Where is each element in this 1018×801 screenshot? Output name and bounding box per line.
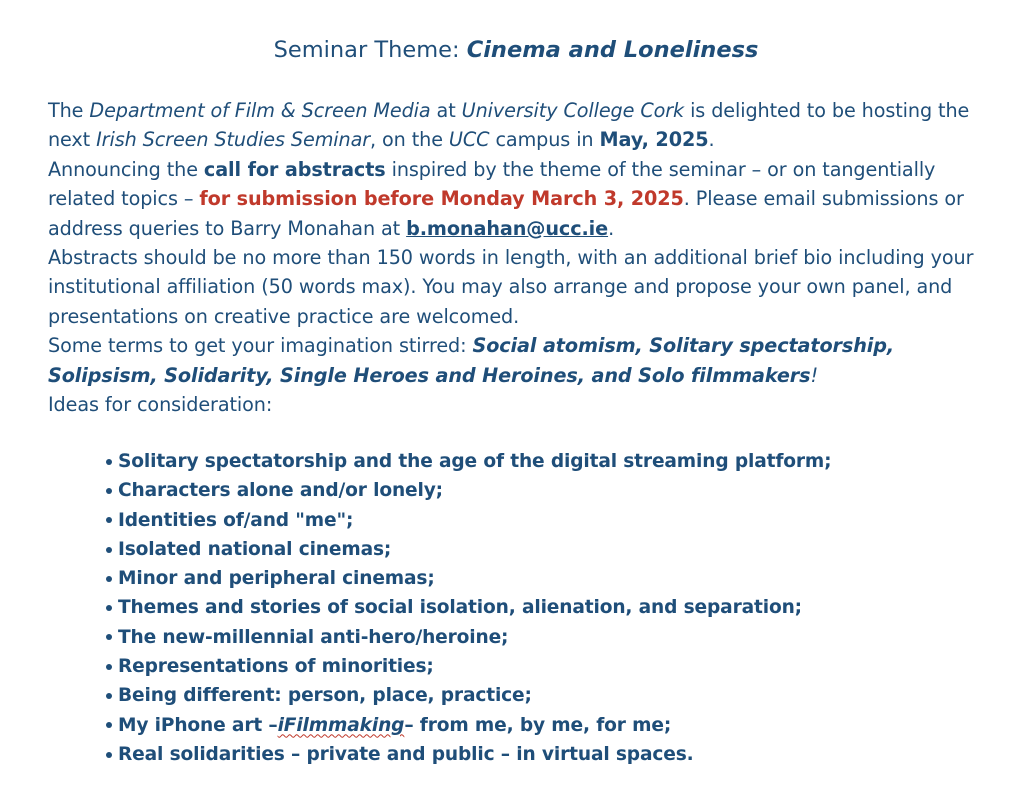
department-name: Department of Film & Screen Media <box>89 99 431 122</box>
list-item-text: Identities of/and "me"; <box>118 509 354 531</box>
list-item-text: Minor and peripheral cinemas; <box>118 568 435 590</box>
bullet-icon <box>106 459 112 465</box>
bullet-icon <box>106 488 112 494</box>
bullet-icon <box>106 634 112 640</box>
bullet-icon <box>106 576 112 582</box>
list-item <box>106 506 831 535</box>
bullet-icon <box>106 752 112 758</box>
list-item <box>106 535 831 564</box>
terms-paragraph <box>48 331 978 390</box>
page-title <box>0 34 1018 66</box>
text: at <box>430 99 462 122</box>
list-item-text: My iPhone art – <box>118 714 278 736</box>
text: . Please email submissions or address queries to Barry Monahan at <box>48 187 964 240</box>
text: Some terms to get your imagination stirred: <box>48 334 473 358</box>
deadline-text: for submission before Monday March 3, 2025 <box>199 187 684 211</box>
abstract-guidelines: Abstracts should be no more than 150 words in length, with an additional brief bio including your institutional affiliation (50 words max). You may also arrange and propose your own panel, and presentations on creative practice are welcomed. <box>48 246 974 328</box>
list-item <box>106 564 831 593</box>
email-link[interactable]: b.monahan@ucc.ie <box>406 216 609 240</box>
call-for-abstracts: call for abstracts <box>203 157 386 181</box>
text: , on the <box>370 128 449 152</box>
bullet-icon <box>106 605 112 611</box>
spellcheck-flagged-word[interactable]: iFilmmaking <box>277 714 405 736</box>
text: The <box>48 99 90 122</box>
title-prefix: Seminar Theme: <box>273 37 467 63</box>
text: . <box>708 128 715 152</box>
university-name: University College Cork <box>461 99 685 122</box>
terms-list: Social atomism, Solitary spectatorship, Solipsism, Solidarity, Single Heroes and Heroines, and Solo filmmakers <box>48 334 895 387</box>
text: Announcing the <box>48 157 204 181</box>
list-item <box>106 711 831 740</box>
list-item-text: Solitary spectatorship and the age of the digital streaming platform; <box>118 451 832 472</box>
bullet-icon <box>106 517 112 523</box>
list-item-text: Being different: person, place, practice; <box>118 685 532 707</box>
list-item <box>106 447 831 476</box>
list-item <box>106 740 831 769</box>
list-item-text: Real solidarities – private and public – in virtual spaces. <box>118 743 694 765</box>
title-theme: Cinema and Loneliness <box>466 37 759 63</box>
bullet-icon <box>106 722 112 728</box>
text: ! <box>810 363 819 387</box>
list-item <box>106 476 831 505</box>
bullet-icon <box>106 547 112 553</box>
intro-paragraph <box>48 96 978 155</box>
document-body <box>48 96 978 419</box>
list-item-text: Themes and stories of social isolation, alienation, and separation; <box>118 597 802 619</box>
seminar-name: Irish Screen Studies Seminar <box>96 128 371 152</box>
list-item <box>106 681 831 710</box>
text: is delighted to be hosting the next <box>48 99 970 152</box>
list-item-text: Isolated national cinemas; <box>118 538 392 560</box>
ideas-list <box>106 447 831 769</box>
list-item <box>106 623 831 652</box>
bullet-icon <box>106 664 112 670</box>
list-item-text: The new-millennial anti-hero/heroine; <box>118 626 509 648</box>
list-item-text: – from me, by me, for me; <box>404 714 672 736</box>
ucc-name: UCC <box>448 128 490 152</box>
text: inspired by the theme of the seminar – or on tangentially related topics – <box>48 157 936 211</box>
ideas-heading: Ideas for consideration: <box>48 393 273 417</box>
list-item-text: Characters alone and/or lonely; <box>118 480 443 502</box>
call-paragraph <box>48 155 978 243</box>
text: . <box>608 216 615 240</box>
list-item-text: Representations of minorities; <box>118 656 434 678</box>
list-item <box>106 652 831 681</box>
bullet-icon <box>106 693 112 699</box>
list-item <box>106 593 831 622</box>
seminar-date: May, 2025 <box>599 128 709 152</box>
text: campus in <box>489 128 600 152</box>
